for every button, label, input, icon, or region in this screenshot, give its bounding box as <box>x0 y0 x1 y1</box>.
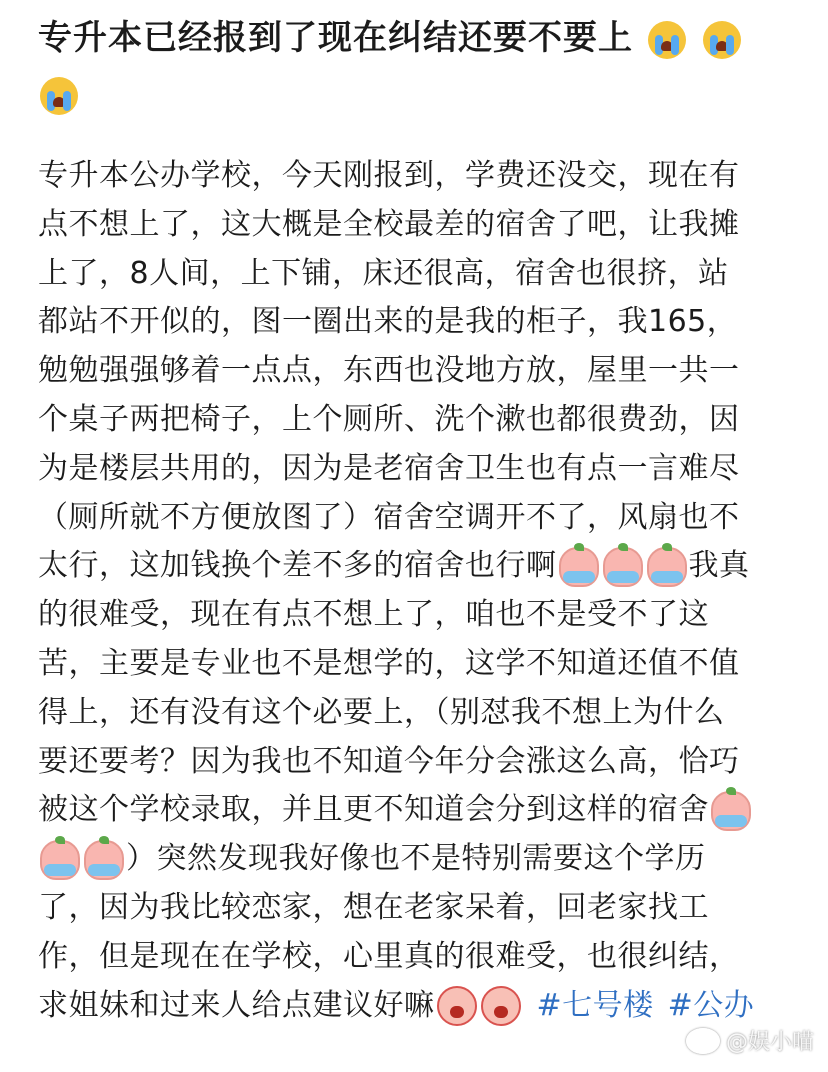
post-title <box>38 10 798 122</box>
body-line: 个桌子两把椅子，上个厕所、洗个漱也都很费劲，因 <box>38 401 740 437</box>
crying-peach-icon <box>559 547 599 587</box>
watermark <box>686 1025 814 1056</box>
body-line: ）突然发现我好像也不是特别需要这个学历 <box>38 835 798 884</box>
body-line: 太行，这加钱换个差不多的宿舍也行啊 我真 <box>38 542 798 591</box>
body-line: 都站不开似的，图一圈出来的是我的柜子，我165， <box>38 304 738 340</box>
crying-peach-icon <box>40 840 80 880</box>
crying-peach-icon <box>647 547 687 587</box>
title-text: 专升本已经报到了现在纠结还要不要上 <box>38 18 633 58</box>
body-line: 的很难受，现在有点不想上了，咱也不是受不了这 <box>38 597 709 633</box>
crying-peach-icon <box>84 840 124 880</box>
body-line: 要还要考？因为我也不知道今年分会涨这么高，恰巧 <box>38 743 740 779</box>
crying-peach-icon <box>711 791 751 831</box>
loudly-crying-face-icon <box>40 77 78 115</box>
body-line: 求姐妹和过来人给点建议好嘛 #七号楼 #公办 <box>38 982 798 1031</box>
body-line: （厕所就不方便放图了）宿舍空调开不了，风扇也不 <box>38 499 740 535</box>
loudly-crying-face-icon <box>648 21 686 59</box>
body-line: 苦，主要是专业也不是想学的，这学不知道还值不值 <box>38 645 740 681</box>
body-line: 为是楼层共用的，因为是老宿舍卫生也有点一言难尽 <box>38 450 740 486</box>
body-line: 点不想上了，这大概是全校最差的宿舍了吧，让我摊 <box>38 206 740 242</box>
body-line: 被这个学校录取，并且更不知道会分到这样的宿舍 <box>38 786 798 835</box>
body-line: 勉勉强强够着一点点，东西也没地方放，屋里一共一 <box>38 353 740 389</box>
angry-peach-icon <box>481 986 521 1026</box>
body-line: 上了，8人间，上下铺，床还很高，宿舍也很挤，站 <box>38 255 729 291</box>
body-line: 专升本公办学校，今天刚报到，学费还没交，现在有 <box>38 158 740 193</box>
loudly-crying-face-icon <box>703 21 741 59</box>
body-line: 了，因为我比较恋家，想在老家呆着，回老家找工 <box>38 889 709 925</box>
body-line: 作，但是现在在学校，心里真的很难受，也很纠结， <box>38 938 740 974</box>
hashtag-link[interactable]: #七号楼 <box>536 987 654 1023</box>
post <box>38 10 798 1030</box>
crying-peach-icon <box>603 547 643 587</box>
body-line: 得上，还有没有这个必要上，（别怼我不想上为什么 <box>38 694 725 730</box>
hashtag-link[interactable]: #公办 <box>667 987 755 1023</box>
post-body <box>38 152 798 1030</box>
watermark-text: @娱小喵 <box>725 1030 814 1055</box>
weibo-logo-icon <box>686 1028 720 1054</box>
angry-peach-icon <box>437 986 477 1026</box>
